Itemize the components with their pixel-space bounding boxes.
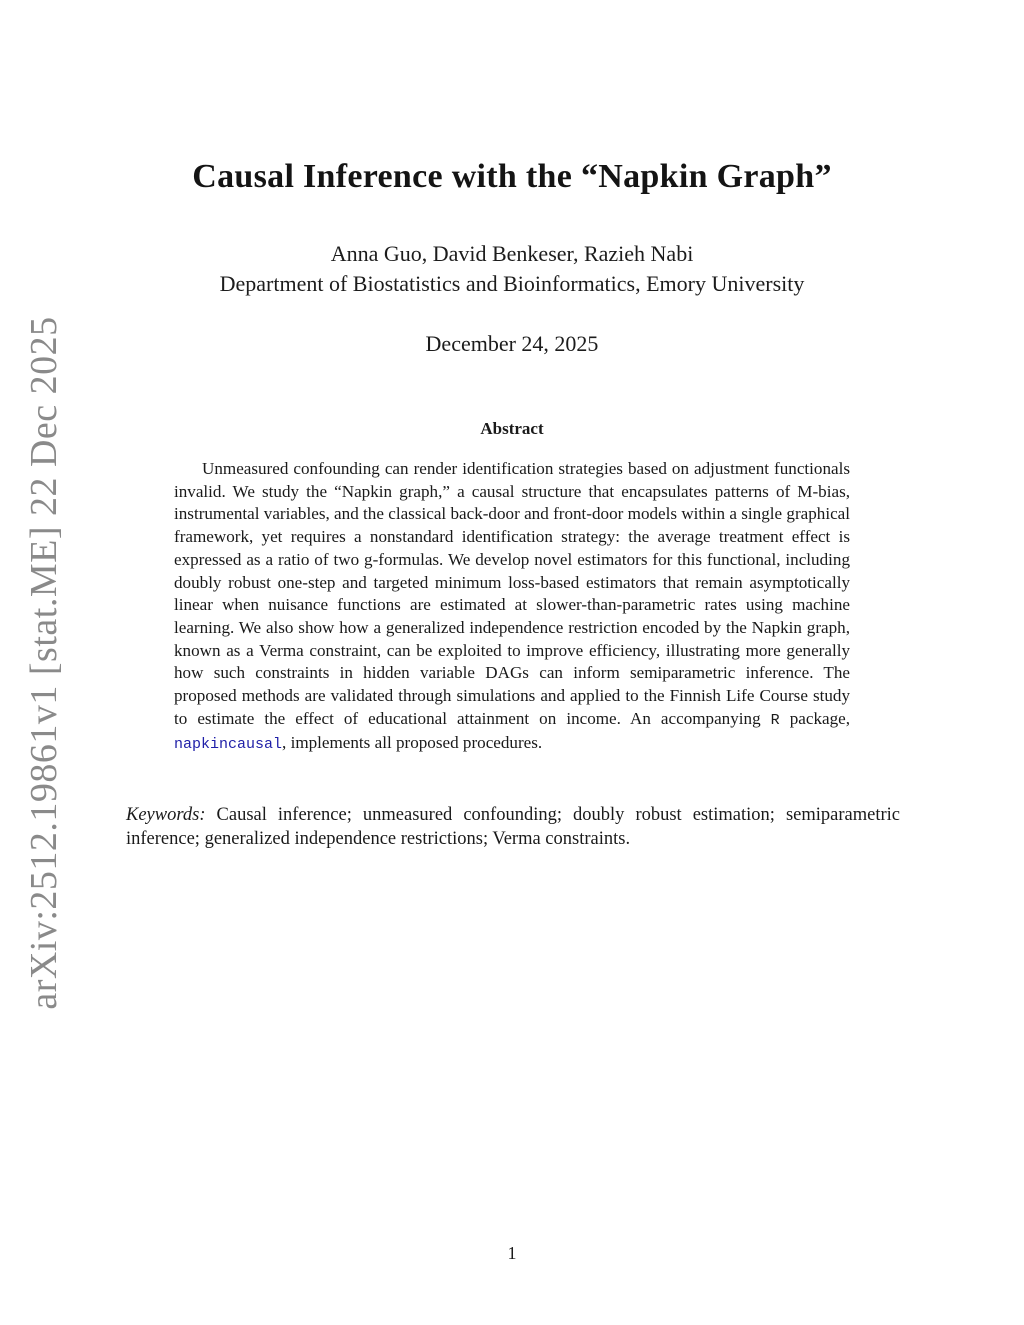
keywords-label: Keywords: [126, 805, 206, 825]
package-link[interactable]: napkincausal [174, 736, 283, 754]
abstract-body [174, 458, 850, 757]
abstract-package-text: package, [789, 708, 850, 728]
paper-authors: Anna Guo, David Benkeser, Razieh Nabi [330, 241, 694, 266]
paper-affiliation: Department of Biostatistics and Bioinformatics, Emory University [219, 271, 805, 296]
keywords-text: Causal inference; unmeasured confounding; doubly robust estimation; semiparametric inference; generalized independence restrictions; Verma constraints. [126, 805, 901, 849]
abstract-heading: Abstract [480, 419, 544, 438]
keywords-section [126, 803, 900, 851]
arxiv-identifier: arXiv:2512.19861v1 [stat.ME] 22 Dec 2025 [23, 316, 65, 1010]
page-number: 1 [507, 1243, 517, 1263]
paper-date: December 24, 2025 [425, 331, 599, 356]
abstract-closing-text: , implements all proposed procedures. [282, 733, 543, 753]
abstract-text: Unmeasured confounding can render identification strategies based on adjustment functionals invalid. We study the “Napkin graph,” a causal structure that encapsulates patterns of M-bias, instrumental variables, and the classical back-door and front-door models within a single graphical framework, yet requires a nonstandard identification strategy: the average treatment effect is expressed as a ratio of two g-formulas. We develop novel estimators for this functional, including doubly robust one-step and targeted minimum loss-based estimators that remain asymptotically linear when nuisance functions are estimated at slower-than-parametric rates using machine learning. We also show how a generalized independence restriction encoded by the Napkin graph, known as a Verma constraint, can be exploited to improve efficiency, illustrating more generally how such constraints in hidden variable DAGs can inform semiparametric inference. The proposed methods are validated through simulations and applied to the Finnish Life Course study to estimate the effect of educational attainment on income. An accompanying [174, 459, 850, 728]
r-language-code: R [770, 711, 780, 729]
paper-title: Causal Inference with the “Napkin Graph” [192, 158, 832, 195]
